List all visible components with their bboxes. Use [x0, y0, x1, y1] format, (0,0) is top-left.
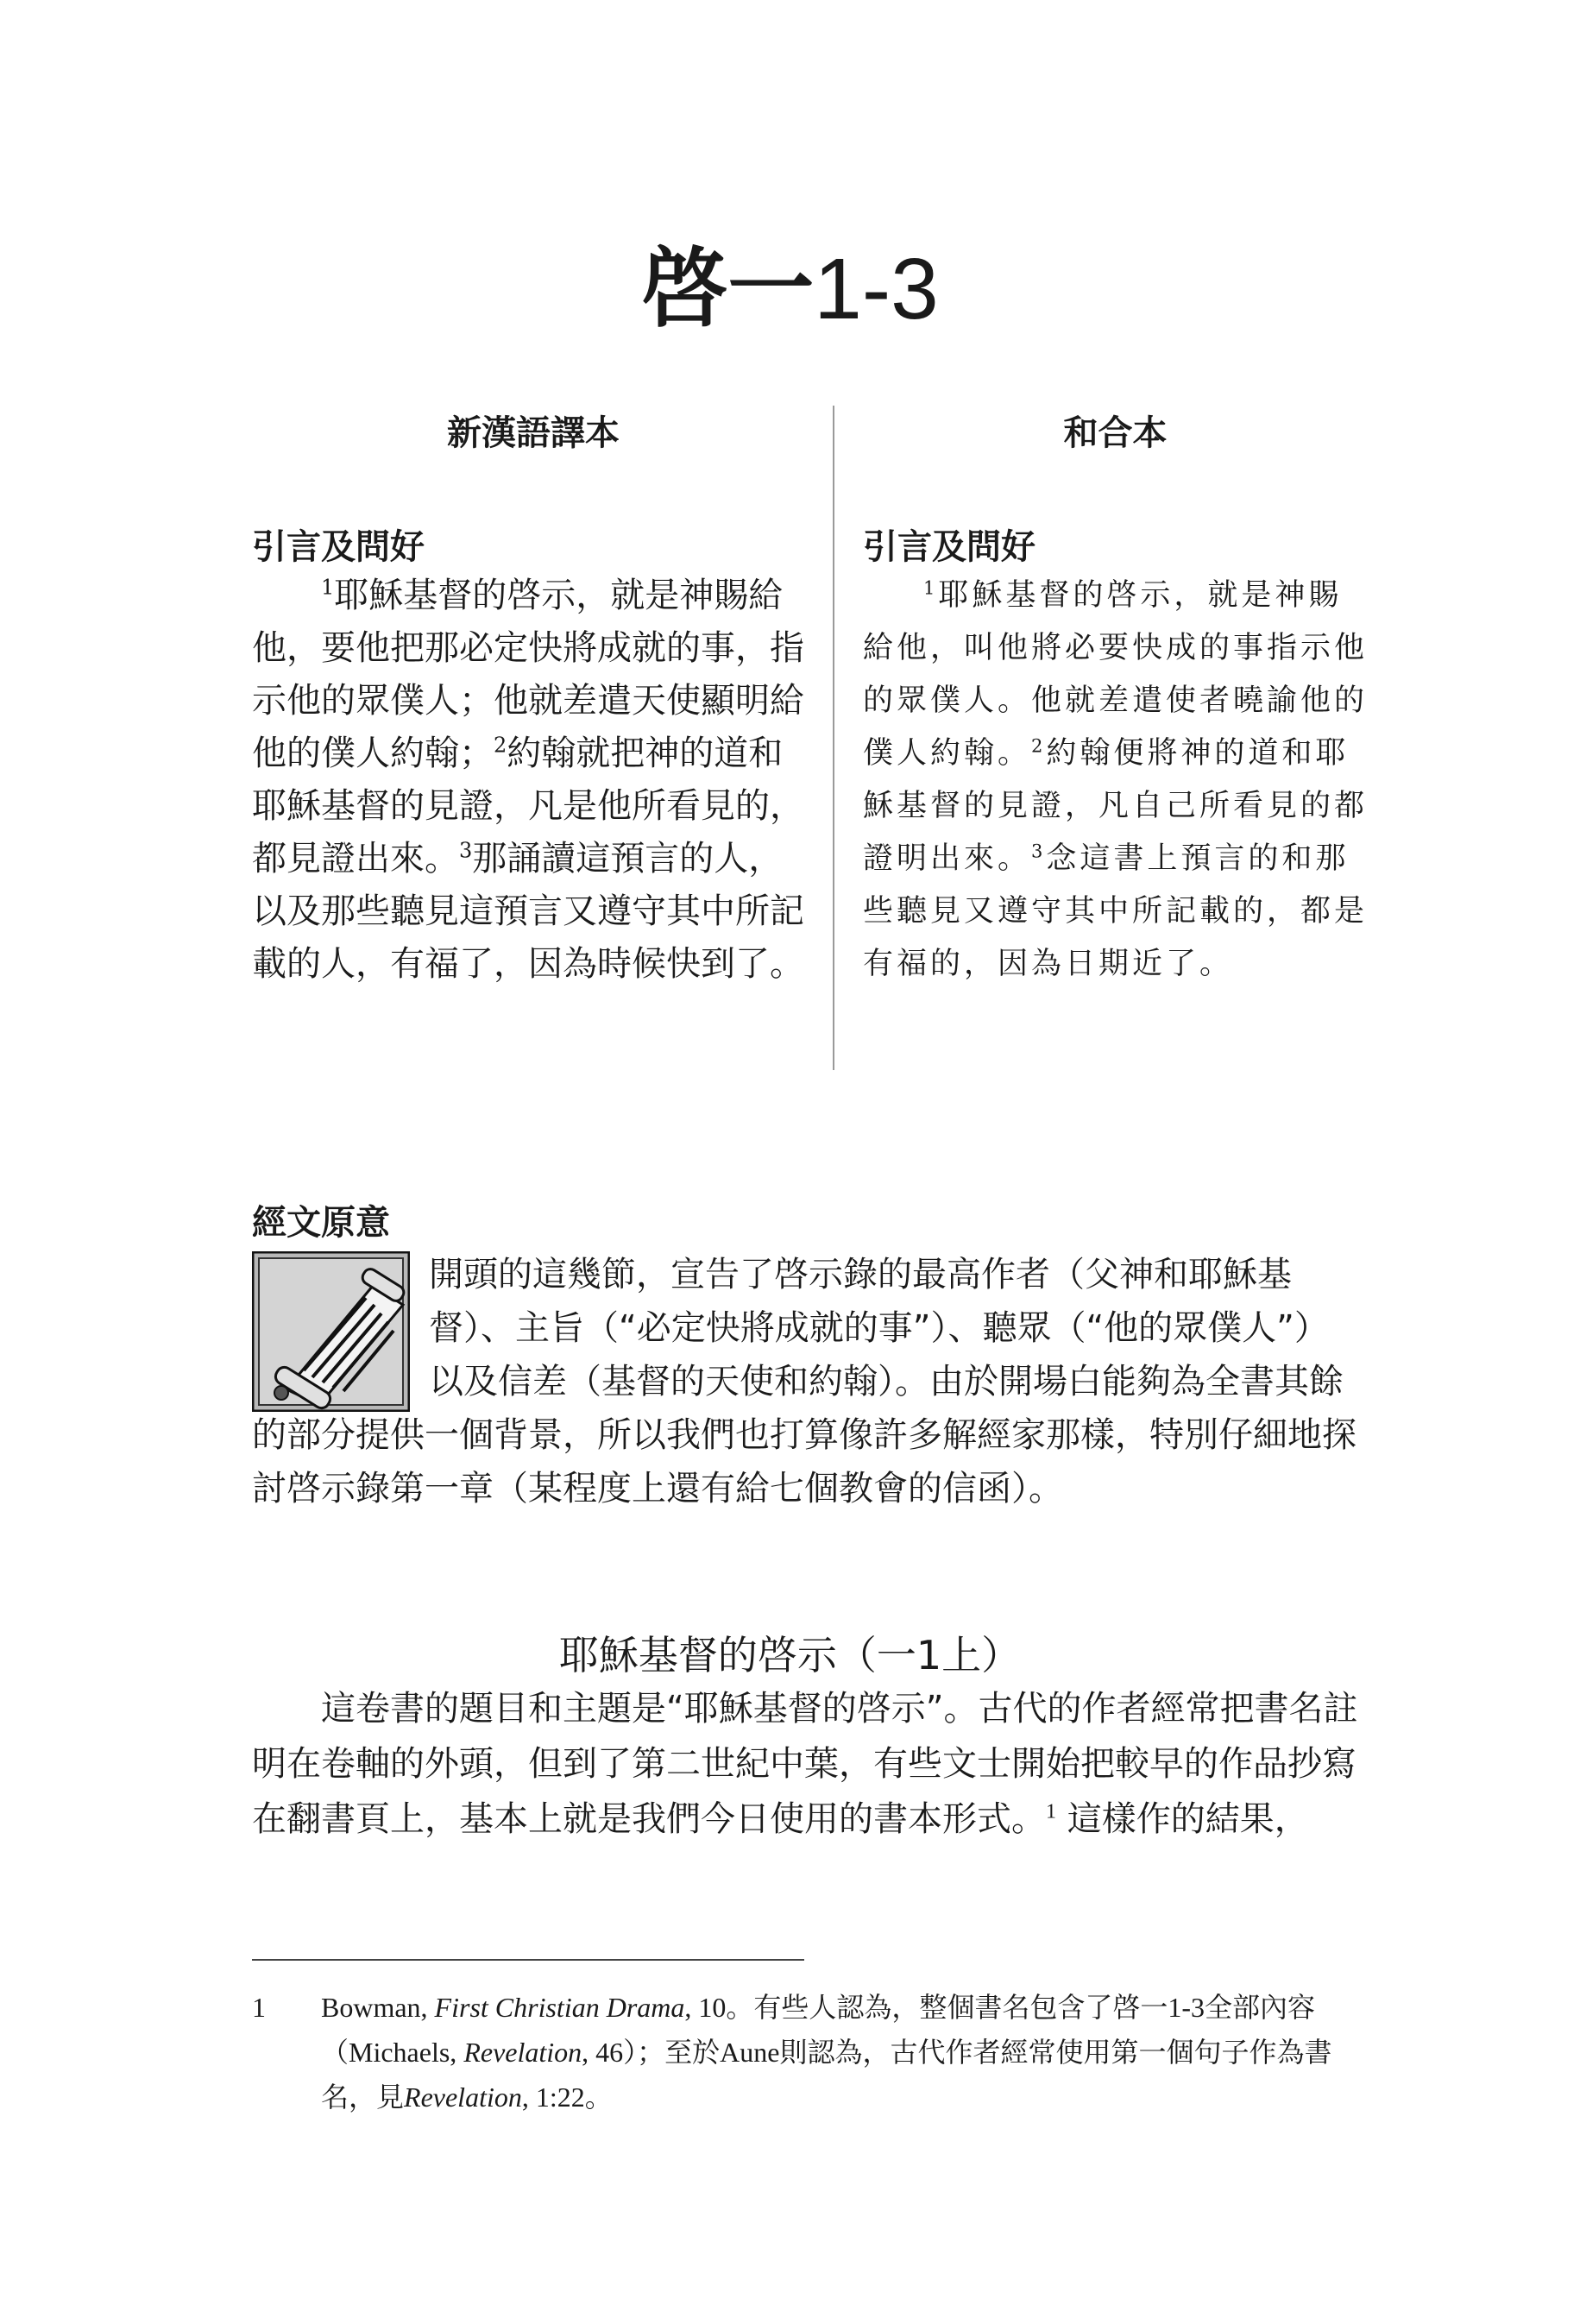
chapter-label: 啓一 [641, 238, 815, 339]
right-column-text [863, 570, 1368, 991]
footnote-part: , 1:22。 [521, 2082, 613, 2113]
section-text-continued: 這樣作的結果， [1056, 1799, 1309, 1839]
section-heading: 耶穌基督的啓示（一1上） [558, 1632, 1022, 1678]
verse-text: 那誦讀這預言的人，以及那些聽見這預言又遵守其中所記載的人，有福了，因為時候快到了。 [252, 839, 804, 984]
version-left-heading: 新漢語譯本 [447, 413, 620, 453]
meaning-text: 開頭的這幾節，宣告了啓示錄的最高作者（父神和耶穌基督）、主旨（“必定快將成就的事”）、聽眾（“他的眾僕人”）以及信差（基督的天使和約翰）。由於開場白能夠為全書其餘的部分提供一個背景，所以我們也打算像許多解經家那樣，特別仔細地探討啓示錄第一章（某程度上還有給七個教會的信函）。 [252, 1255, 1357, 1508]
verse-range: 1-3 [814, 241, 939, 337]
footnote-title: First Christian Drama [434, 1992, 685, 2023]
verse-text: 耶穌基督的啓示，就是神賜給他，叫他將必要快成的事指示他的眾僕人。他就差遣使者曉諭他的僕人約翰。 [863, 578, 1369, 771]
left-passage [252, 570, 815, 991]
left-subheading: 引言及問好 [252, 527, 425, 567]
verse-text: 耶穌基督的啓示，就是神賜給他，要他把那必定快將成就的事，指示他的眾僕人；他就差遣天使顯明給他的僕人約翰； [252, 576, 804, 773]
footnote-part: Bowman, [321, 1992, 435, 2023]
version-right-heading: 和合本 [1063, 413, 1168, 453]
footnote-title: Revelation [404, 2082, 522, 2113]
footnote-ref[interactable]: 1 [1046, 1800, 1056, 1823]
meaning-heading: 經文原意 [252, 1203, 390, 1243]
section-paragraph [252, 1681, 1359, 1847]
meaning-paragraph [252, 1248, 1359, 1515]
footnote-part: , 10。有些人認為，整個書名包含了啓一1-3全部內容（Michaels, [321, 1992, 1316, 2068]
footnote-text [321, 1985, 1359, 2119]
section-text: 這卷書的題目和主題是“耶穌基督的啓示”。古代的作者經常把書名註明在卷軸的外頭，但到了第二世紀中葉，有些文士開始把較早的作品抄寫在翻書頁上，基本上就是我們今日使用的書本形式。 [252, 1689, 1358, 1839]
left-column-text [252, 570, 815, 991]
page-title [0, 238, 1580, 339]
verse-text: 約翰就把神的道和耶穌基督的見證，凡是他所看見的，都見證出來。 [252, 734, 804, 879]
verse-text: 約翰便將神的道和耶穌基督的見證，凡自己所看見的都證明出來。 [863, 736, 1369, 876]
verse-number: 3 [459, 838, 473, 863]
icon-spacer [252, 1248, 429, 1408]
verse-number: 2 [494, 733, 507, 758]
verse-number: 1 [923, 577, 939, 599]
footnote-number: 1 [252, 1992, 266, 2023]
footnote-part: , 46）；至於Aune則認為，古代作者經常使用第一個句子作為書名，見 [321, 2037, 1332, 2113]
column-divider [833, 406, 834, 1070]
verse-text: 念這書上預言的和那些聽見又遵守其中所記載的，都是有福的，因為日期近了。 [863, 841, 1369, 981]
verse-number: 2 [1031, 735, 1047, 757]
verse-number: 3 [1031, 841, 1047, 862]
right-passage [863, 570, 1368, 991]
right-subheading: 引言及問好 [863, 527, 1035, 567]
footnote-title: Revelation [463, 2037, 582, 2068]
verse-number: 1 [321, 575, 335, 600]
footnote [252, 1985, 1359, 2119]
section-body [252, 1681, 1359, 1847]
footnote-rule [252, 1959, 804, 1961]
